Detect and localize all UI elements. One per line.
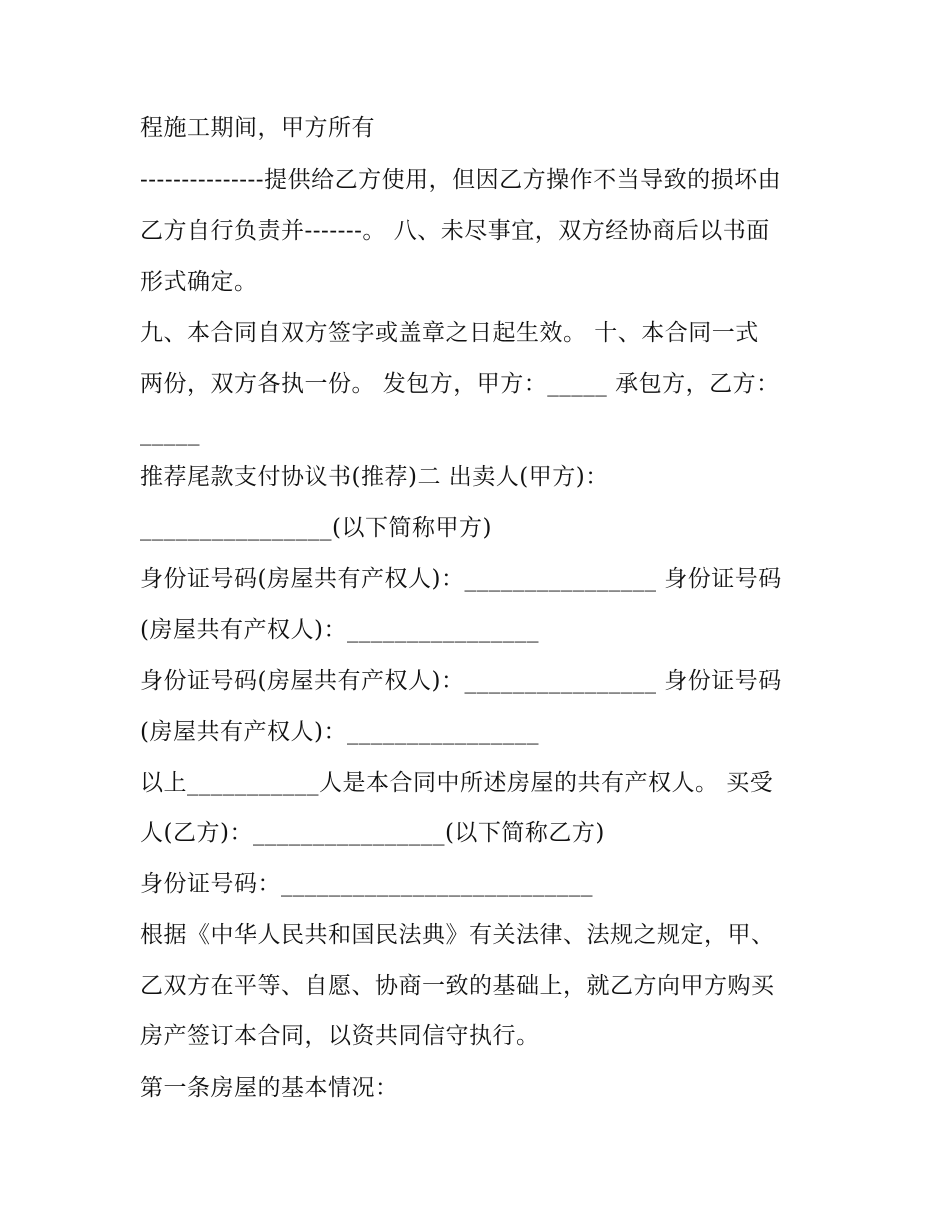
text-line: 身份证号码：__________________________ [140,871,593,897]
text-line: 第一条房屋的基本情况： [140,1075,399,1101]
text-line: 程施工期间，甲方所有 [140,115,375,141]
text-line: 推荐尾款支付协议书(推荐)二 出卖人(甲方)： [140,464,609,490]
text-line: ________________(以下简称甲方) [140,515,492,541]
text-line: 身份证号码(房屋共有产权人)：________________ 身份证号码 [140,668,782,694]
text-line: 根据《中华人民共和国民法典》有关法律、法规之规定，甲、 [140,922,775,948]
text-line: _____ [140,420,200,446]
text-line: (房屋共有产权人)：________________ [140,719,539,745]
text-line: 形式确定。 [140,269,258,295]
text-line: ---------------提供给乙方使用，但因乙方操作不当导致的损坏由 [140,167,782,193]
text-line: (房屋共有产权人)：________________ [140,617,539,643]
text-line: 两份，双方各执一份。 发包方，甲方：_____ 承包方，乙方： [140,371,780,397]
text-line: 以上___________人是本合同中所述房屋的共有产权人。 买受 [140,770,774,796]
text-line: 乙方自行负责并-------。 八、未尽事宜，双方经协商后以书面 [140,218,770,244]
text-line: 身份证号码(房屋共有产权人)：________________ 身份证号码 [140,566,782,592]
text-line: 人(乙方)：________________(以下简称乙方) [140,820,605,846]
text-line: 房产签订本合同，以资共同信守执行。 [140,1023,540,1049]
text-line: 乙双方在平等、自愿、协商一致的基础上，就乙方向甲方购买 [140,973,775,999]
text-line: 九、本合同自双方签字或盖章之日起生效。 十、本合同一式 [140,320,759,346]
